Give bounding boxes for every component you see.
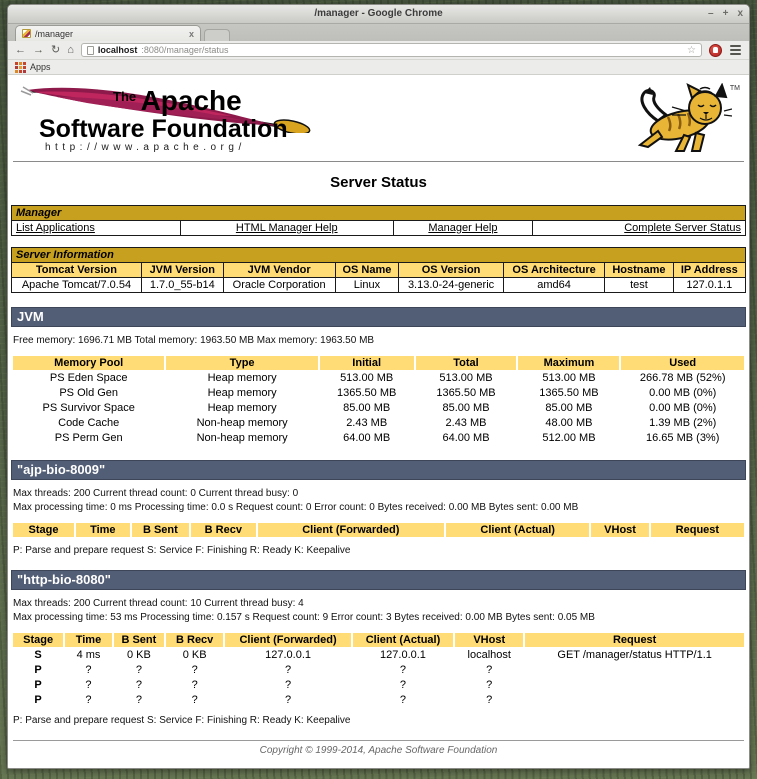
link-list-applications[interactable]: List Applications <box>16 222 95 234</box>
footer-divider <box>13 740 744 741</box>
http-stats <box>13 597 744 626</box>
back-icon[interactable]: ← <box>15 43 26 56</box>
manager-section-title: Manager <box>12 206 746 221</box>
window-close-button[interactable]: x <box>737 8 743 19</box>
logo-the: The <box>113 89 137 104</box>
tomcat-logo <box>628 83 740 159</box>
jvm-memory-stats: Free memory: 1696.71 MB Total memory: 1963.50 MB Max memory: 1963.50 MB <box>13 335 375 346</box>
forward-icon[interactable]: → <box>33 43 44 56</box>
menu-icon[interactable] <box>729 43 742 57</box>
apache-feather-logo <box>17 83 362 159</box>
http-stage-legend: P: Parse and prepare request S: Service F: Finishing R: Ready K: Keepalive <box>13 714 351 726</box>
url-path: :8080/manager/status <box>141 45 229 55</box>
bookmarks-bar <box>8 60 749 75</box>
table-row: P ? ? ? ? ? ? <box>34 693 493 706</box>
http-request-table <box>11 632 746 708</box>
url-host: localhost <box>97 45 138 55</box>
tab-manager[interactable] <box>15 25 201 41</box>
tab-title: /manager <box>35 28 74 39</box>
ajp-processing-stats: Max processing time: 0 ms Processing time: 0.0 s Request count: 0 Error count: 0 Bytes received: 0.00 MB Bytes sent: 0.00 MB <box>13 502 579 513</box>
window-titlebar[interactable] <box>8 5 749 24</box>
table-row: PS Perm Gen Non-heap memory 64.00 MB 64.00 MB 512.00 MB 16.65 MB (3%) <box>54 431 720 444</box>
http-section-header: "http-bio-8080" <box>11 570 746 590</box>
jvm-section-header: JVM <box>11 307 746 327</box>
apps-label[interactable]: Apps <box>30 62 51 72</box>
table-row: PS Survivor Space Heap memory 85.00 MB 85.00 MB 85.00 MB 0.00 MB (0%) <box>42 401 717 414</box>
server-info-value-row: Apache Tomcat/7.0.54 1.7.0_55-b14 Oracle Corporation Linux 3.13.0-24-generic amd64 test 127.0.1.1 <box>12 278 746 293</box>
table-row: PS Eden Space Heap memory 513.00 MB 513.00 MB 513.00 MB 266.78 MB (52%) <box>49 371 726 384</box>
ajp-stats <box>13 487 744 516</box>
tab-close-icon[interactable]: x <box>188 28 194 39</box>
http-thread-stats: Max threads: 200 Current thread count: 10 Current thread busy: 4 <box>13 597 304 609</box>
window-title: /manager - Google Chrome <box>314 8 443 19</box>
http-table-header-row: Stage Time B Sent B Recv Client (Forwarded) Client (Actual) VHost Request <box>13 633 744 647</box>
page-content <box>8 75 749 768</box>
table-row: P ? ? ? ? ? ? <box>34 663 493 676</box>
tab-strip <box>8 24 749 41</box>
server-info-header-row: Tomcat Version JVM Version JVM Vendor OS Name OS Version OS Architecture Hostname IP Address <box>12 263 746 278</box>
window-maximize-button[interactable]: + <box>722 8 729 19</box>
link-complete-server-status[interactable]: Complete Server Status <box>624 222 741 234</box>
browser-toolbar <box>8 41 749 60</box>
jvm-table-header-row: Memory Pool Type Initial Total Maximum Used <box>13 356 744 370</box>
ajp-thread-stats: Max threads: 200 Current thread count: 0 Current thread busy: 0 <box>13 487 299 499</box>
copyright-text: Copyright © 1999-2014, Apache Software Foundation <box>259 744 498 756</box>
manager-nav-table <box>11 205 746 236</box>
page-title: Server Status <box>330 174 427 191</box>
server-info-table <box>11 247 746 293</box>
page-icon <box>87 46 94 55</box>
bookmark-star-icon[interactable]: ☆ <box>687 44 696 56</box>
logo-apache: Apache <box>140 85 242 116</box>
table-row: PS Old Gen Heap memory 1365.50 MB 1365.50 MB 1365.50 MB 0.00 MB (0%) <box>59 386 717 399</box>
new-tab-button[interactable] <box>204 29 230 41</box>
ajp-stage-legend: P: Parse and prepare request S: Service F: Finishing R: Ready K: Keepalive <box>13 544 351 556</box>
reload-icon[interactable]: ↻ <box>51 43 61 56</box>
table-row: S 4 ms 0 KB 0 KB 127.0.0.1 127.0.0.1 localhost GET /manager/status HTTP/1.1 <box>34 648 712 661</box>
header-divider <box>13 161 744 162</box>
browser-window <box>7 4 750 769</box>
adblock-extension-icon[interactable] <box>709 44 722 57</box>
logo-subtitle: Software Foundation <box>39 115 288 143</box>
tab-favicon-icon <box>22 29 31 38</box>
link-manager-help[interactable]: Manager Help <box>428 222 498 234</box>
table-row: P ? ? ? ? ? ? <box>34 678 493 691</box>
http-processing-stats: Max processing time: 53 ms Processing time: 0.157 s Request count: 9 Error count: 3 Bytes received: 0.00 MB Bytes sent: 0.05 MB <box>13 612 595 623</box>
ajp-table-header-row: Stage Time B Sent B Recv Client (Forwarded) Client (Actual) VHost Request <box>13 523 744 537</box>
jvm-memory-table <box>11 355 746 446</box>
ajp-section-header: "ajp-bio-8009" <box>11 460 746 480</box>
tomcat-cat-icon <box>628 83 732 157</box>
table-row: Code Cache Non-heap memory 2.43 MB 2.43 MB 48.00 MB 1.39 MB (2%) <box>58 416 717 429</box>
address-bar[interactable] <box>81 43 702 57</box>
ajp-request-table <box>11 522 746 538</box>
window-minimize-button[interactable]: – <box>708 8 714 19</box>
server-info-title: Server Information <box>12 248 746 263</box>
home-icon[interactable]: ⌂ <box>67 43 74 56</box>
logo-url: http://www.apache.org/ <box>45 142 246 153</box>
link-html-manager-help[interactable]: HTML Manager Help <box>235 222 338 234</box>
trademark-label: TM <box>729 85 740 92</box>
apps-grid-icon <box>15 62 26 73</box>
